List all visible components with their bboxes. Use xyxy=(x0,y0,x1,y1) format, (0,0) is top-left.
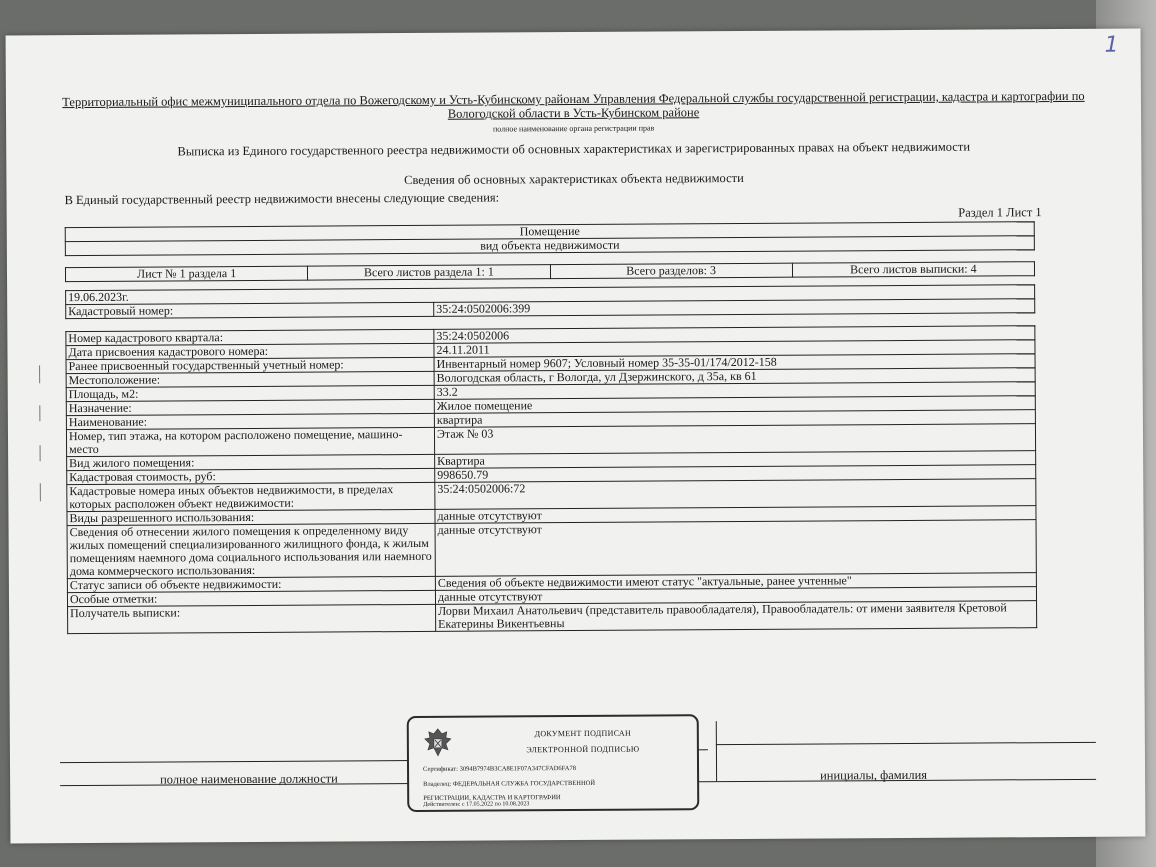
section-heading: Сведения об основных характеристиках объекта недвижимости xyxy=(404,170,744,188)
row-value: 33.2 xyxy=(434,382,1035,400)
row-label: Местоположение: xyxy=(66,371,434,387)
row-label: Ранее присвоенный государственный учетный номер: xyxy=(66,357,434,373)
office-caption: полное наименование органа регистрации прав xyxy=(492,123,655,134)
row-value: Этаж № 03 xyxy=(434,424,1035,455)
row-value: данные отсутствуют xyxy=(435,587,1036,605)
row-label: Особые отметки: xyxy=(67,590,435,606)
row-label: Дата присвоения кадастрового номера: xyxy=(66,343,434,359)
electronic-signature-stamp xyxy=(407,714,700,812)
characteristics-table xyxy=(65,325,1037,634)
row-value: 35:24:0502006 xyxy=(434,326,1035,344)
office-name: Территориальный офис межмуниципального отдела по Вожегодскому и Усть-Кубинскому районам Управления Федеральной службы государственной регистрации, кадастра и картографии по Вологодской области в Усть-Кубинском районе xyxy=(62,88,1085,121)
section-reference: Раздел 1 Лист 1 xyxy=(958,205,1042,220)
page-number: 1 xyxy=(1104,32,1119,58)
row-label: Площадь, м2: xyxy=(66,385,434,401)
row-label: Сведения об отнесении жилого помещения к определенному виду жилых помещений специализированного жилищного фонда, к жилым помещениям наемного дома социального использования или наемного дома коммерческого использования: xyxy=(67,523,435,578)
stamp-title: ДОКУМЕНТ ПОДПИСАН xyxy=(534,728,632,739)
row-value: данные отсутствуют xyxy=(435,520,1036,577)
document-page xyxy=(6,29,1146,844)
position-label: полное наименование должности xyxy=(160,771,338,787)
object-type-table xyxy=(65,221,1035,256)
stamp-validity: Действителен: с 17.05.2022 по 10.08.2023 xyxy=(423,801,530,808)
signature-line xyxy=(60,760,412,763)
row-label: Получатель выписки: xyxy=(68,604,436,633)
margin-marks xyxy=(38,365,43,505)
row-label: Вид жилого помещения: xyxy=(67,454,435,470)
row-value: Инвентарный номер 9607; Условный номер 35-35-01/174/2012-158 xyxy=(434,354,1035,372)
row-label: Кадастровая стоимость, руб: xyxy=(67,468,435,484)
date-table xyxy=(65,284,1035,319)
row-label: Назначение: xyxy=(66,399,434,415)
row-label: Виды разрешенного использования: xyxy=(67,509,435,525)
row-value: 24.11.2011 xyxy=(434,340,1035,358)
extract-date: 19.06.2023г. xyxy=(66,285,1035,305)
intro-text: В Единый государственный реестр недвижимости внесены следующие сведения: xyxy=(64,190,500,208)
cadastral-number-value: 35:24:0502006:399 xyxy=(434,299,1035,317)
signature-line xyxy=(716,742,1096,745)
row-value: Лорви Михаил Анатольевич (представитель правообладателя), Правообладатель: от имени заявителя Кретовой Екатерины Викентьевны xyxy=(436,601,1037,632)
table-row xyxy=(68,601,1037,634)
object-type-caption: вид объекта недвижимости xyxy=(65,236,1034,256)
sheet-number: Лист № 1 раздела 1 xyxy=(65,266,307,281)
row-value: 35:24:0502006:72 xyxy=(435,479,1036,510)
stamp-owner: Владелец: ФЕДЕРАЛЬНАЯ СЛУЖБА ГОСУДАРСТВЕННОЙ РЕГИСТРАЦИИ, КАДАСТРА И КАРТОГРАФИИ xyxy=(423,779,596,802)
total-sections: Всего разделов: 3 xyxy=(550,263,792,278)
total-section-sheets: Всего листов раздела 1: 1 xyxy=(308,265,550,280)
row-value: 998650.79 xyxy=(435,465,1036,483)
name-label: инициалы, фамилия xyxy=(820,767,928,783)
row-label: Кадастровые номера иных объектов недвижимости, в пределах которых расположен объект недвижимости: xyxy=(67,482,435,511)
object-type: Помещение xyxy=(65,222,1034,242)
stamp-subtitle: ЭЛЕКТРОННОЙ ПОДПИСЬЮ xyxy=(526,744,640,755)
eagle-emblem-icon xyxy=(421,726,455,760)
total-sheets: Всего листов выписки: 4 xyxy=(792,262,1034,277)
row-value: Сведения об объекте недвижимости имеют статус "актуальные, ранее учтенные" xyxy=(435,573,1036,591)
extract-title: Выписка из Единого государственного реестра недвижимости об основных характеристиках и зарегистрированных правах на объект недвижимости xyxy=(177,139,971,159)
row-label: Номер, тип этажа, на котором расположено помещение, машино-место xyxy=(66,427,434,456)
table-row xyxy=(67,520,1036,579)
row-value: данные отсутствуют xyxy=(435,506,1036,524)
row-label: Номер кадастрового квартала: xyxy=(66,329,434,345)
stamp-certificate: Сертификат: 3094B7974B3CA8E1F07A347CFAD6FA78 xyxy=(423,765,576,773)
cadastral-number-label: Кадастровый номер: xyxy=(66,302,434,318)
signature-divider xyxy=(716,721,717,781)
row-label: Статус записи об объекте недвижимости: xyxy=(67,576,435,592)
row-label: Наименование: xyxy=(66,413,434,429)
row-value: Квартира xyxy=(435,451,1036,469)
row-value: квартира xyxy=(434,410,1035,428)
sheets-table xyxy=(65,261,1035,282)
row-value: Вологодская область, г Вологда, ул Дзержинского, д 35а, кв 61 xyxy=(434,368,1035,386)
row-value: Жилое помещение xyxy=(434,396,1035,414)
